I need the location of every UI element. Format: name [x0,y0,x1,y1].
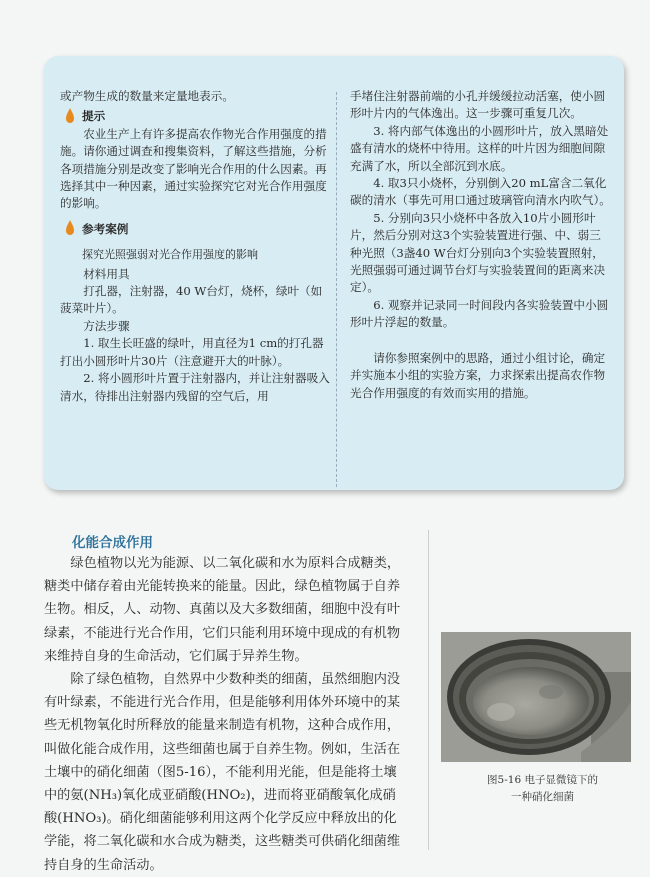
box-left-column [60,56,330,405]
micrograph-image [441,632,631,762]
bacteria-micrograph [441,632,631,762]
steps-label: 方法步骤 [83,318,130,333]
case-heading-label: 参考案例 [82,221,129,236]
sidebar-rule [428,530,429,850]
section-body [44,552,406,877]
tip-heading [66,108,330,125]
step-5: 5. 分别向3只小烧杯中各放入10片小圆形叶片，然后分别对这3个实验装置进行强、中、弱三种光照（3盏40 W台灯分别向3个实验装置照射，光照强弱可通过调节台灯与实验装置间的距离来决定）。 [350,210,606,295]
case-heading [66,221,330,238]
step-2-continued: 手堵住注射器前端的小孔并缓缓拉动活塞，使小圆形叶片内的气体逸出。这一步骤可重复几次。 [350,89,606,121]
caption-line-2: 一种硝化细菌 [511,791,574,803]
step-3: 3. 将内部气体逸出的小圆形叶片，放入黑暗处盛有清水的烧杯中待用。这样的叶片因为细胞间隙充满了水，所以全部沉到水底。 [350,123,609,173]
closing-text: 请你参照案例中的思路，通过小组讨论，确定并实施本小组的实验方案，力求探索出提高农作物光合作用强度的有效而实用的措施。 [350,350,606,400]
drop-icon [66,112,74,123]
paragraph-1: 绿色植物以光为能源、以二氧化碳和水为原料合成糖类，糖类中储存着由光能转换来的能量。因此，绿色植物属于自养生物。相反，人、动物、真菌以及大多数细菌，细胞中没有叶绿素，不能进行光合作用，它们只能利用环境中现成的有机物来维持自身的生命活动，它们属于异养生物。 [44,556,401,664]
materials-text: 打孔器，注射器，40 W台灯，烧杯，绿叶（如菠菜叶片）。 [60,284,323,316]
paragraph-2: 除了绿色植物，自然界中少数种类的细菌，虽然细胞内没有叶绿素，不能进行光合作用，但是能够利用体外环境中的某些无机物氧化时所释放的能量来制造有机物，这种合成作用，叫做化能合成作用，这些细菌也属于自养生物。例如，生活在土壤中的硝化细菌（图5-16），不能利用光能，但是能将土壤中的氨(NH₃)氧化成亚硝酸(HNO₂)，进而将亚硝酸氧化成硝酸(HNO₃)。硝化细菌能够利用这两个化学反应中释放出的化学能，将二氧化碳和水合成为糖类，这些糖类可供硝化细菌维持自身的生命活动。 [44,672,401,873]
caption-line-1: 图5-16 电子显微镜下的 [487,774,598,786]
tip-heading-label: 提示 [82,109,106,124]
column-divider [336,92,337,487]
step-1: 1. 取生长旺盛的绿叶，用直径为1 cm的打孔器打出小圆形叶片30片（注意避开大的叶脉）。 [60,336,324,368]
figure-caption [455,772,630,806]
section-title: 化能合成作用 [72,535,153,551]
tip-text: 农业生产上有许多提高农作物光合作用强度的措施。请你通过调查和搜集资料，了解这些措施，分析各项措施分别是改变了影响光合作用的什么因素。再选择其中一种因素，通过实验探究它对光合作用强度的影响。 [60,126,327,211]
activity-box [44,56,624,490]
drop-icon [66,224,74,235]
box-intro-text: 或产物生成的数量来定量地表示。 [60,89,234,103]
step-6: 6. 观察并记录同一时间段内各实验装置中小圆形叶片浮起的数量。 [350,297,609,330]
step-2: 2. 将小圆形叶片置于注射器内，并让注射器吸入清水，待排出注射器内残留的空气后，用 [60,371,330,403]
case-title: 探究光照强弱对光合作用强度的影响 [82,248,258,262]
materials-label: 材料用具 [83,266,130,281]
box-right-column [350,56,612,402]
step-4: 4. 取3只小烧杯，分别倒入20 mL富含二氧化碳的清水（事先可用口通过玻璃管向清水内吹气）。 [350,176,611,208]
